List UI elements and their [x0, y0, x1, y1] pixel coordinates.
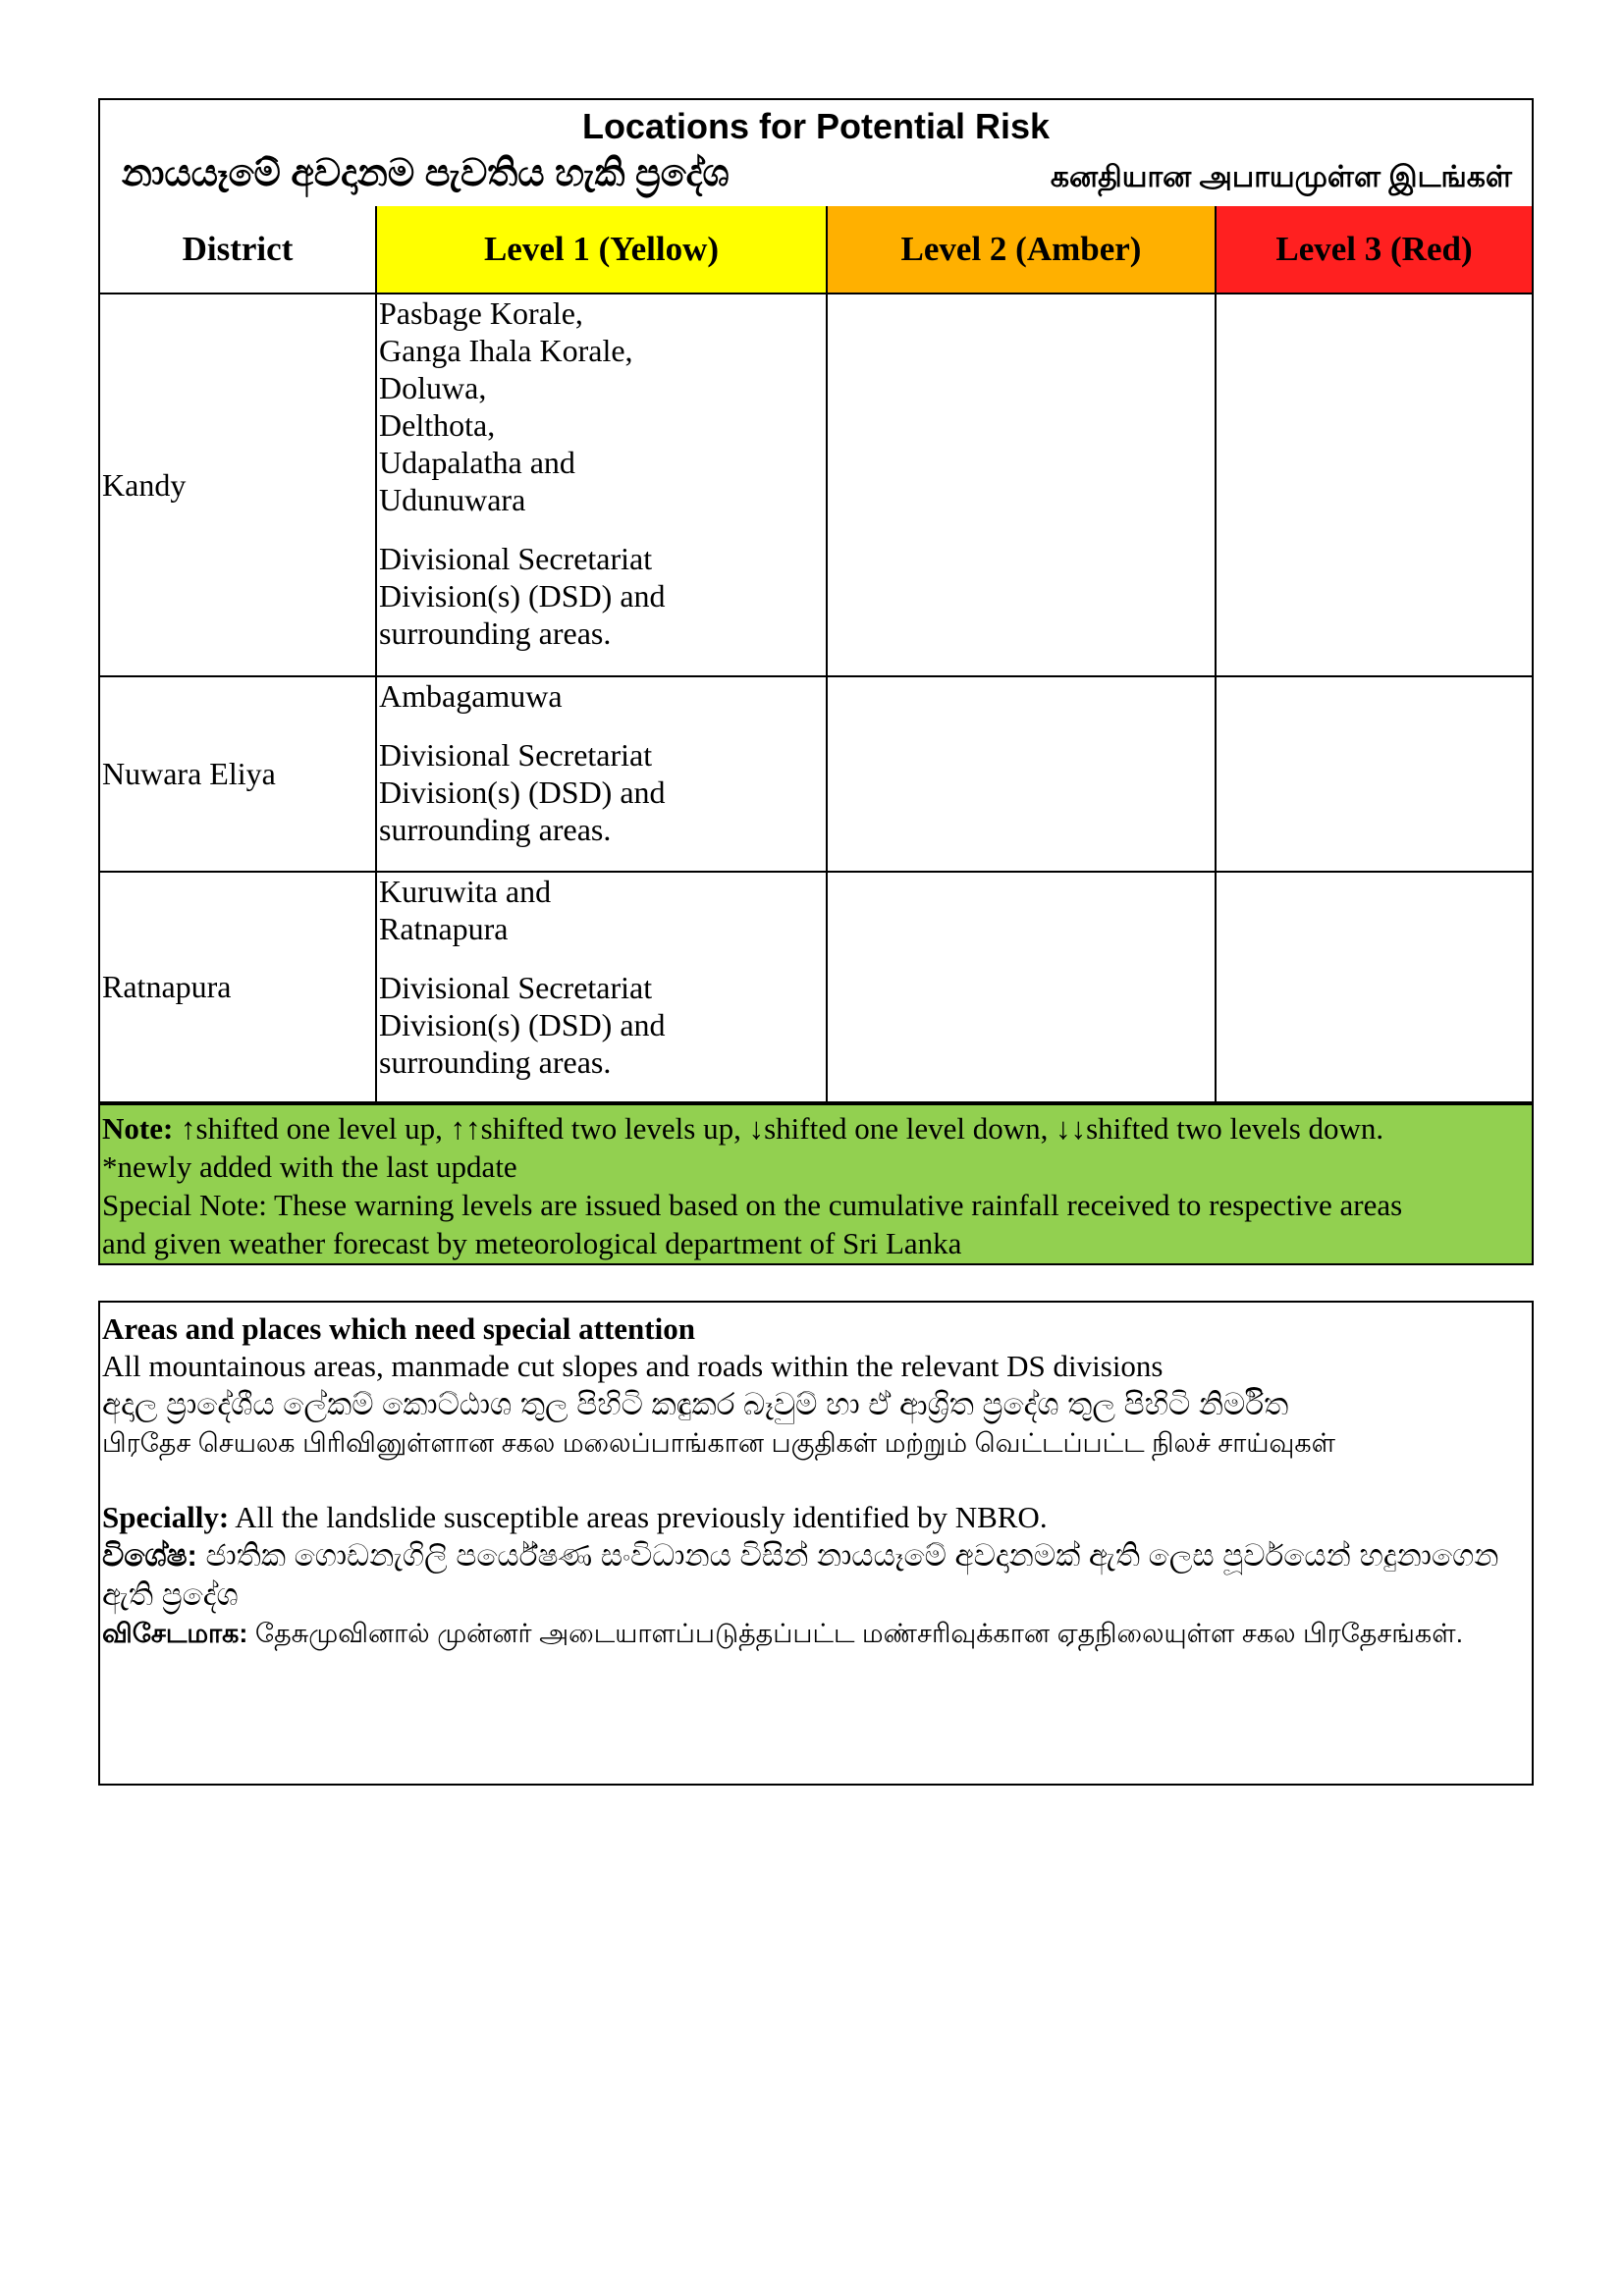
page-title-sinhala: නායයෑමේ අවදානම පැවතිය හැකි ප්‍රදේශ: [122, 153, 730, 194]
level1-cell: [376, 294, 827, 676]
specially-sinhala-line: [102, 1536, 1530, 1615]
specially-sinhala-text: ජාතික ගොඩනැගිලි පර්යේෂණ සංවිධානය විසින් නායයෑමේ අවදානමක් ඇති ලෙස පූර්වයෙන් හදුනාගෙන ඇති ප්‍රදේශ: [102, 1538, 1499, 1612]
dsd-suffix: surrounding areas.: [379, 812, 612, 847]
note-block: [100, 1103, 1532, 1263]
special-note-line1: Special Note: These warning levels are issued based on the cumulative rainfall received to respective areas: [102, 1188, 1403, 1222]
area-name: Doluwa,: [379, 370, 487, 405]
specially-tamil-line: [102, 1615, 1530, 1652]
area-name: Udunuwara: [379, 482, 526, 517]
header-district: District: [100, 206, 376, 294]
level3-cell: [1216, 872, 1532, 1102]
page-title: Locations for Potential Risk: [581, 106, 1051, 146]
table-row: [100, 676, 1532, 872]
note-legend: ↑shifted one level up, ↑↑shifted two levels up, ↓shifted one level down, ↓↓shifted two levels down.: [173, 1111, 1384, 1146]
specially-sinhala-label: විශේෂ:: [102, 1538, 197, 1573]
dsd-suffix: Divisional Secretariat: [379, 970, 653, 1005]
level3-cell: [1216, 294, 1532, 676]
risk-locations-panel: [98, 98, 1534, 1265]
dsd-suffix: Division(s) (DSD) and: [379, 1007, 666, 1042]
dsd-suffix: surrounding areas.: [379, 615, 612, 651]
level2-cell: [827, 676, 1216, 872]
special-attention-panel: [98, 1301, 1534, 1786]
attention-english: All mountainous areas, manmade cut slopes and roads within the relevant DS divisions: [102, 1349, 1164, 1383]
special-note-line2: and given weather forecast by meteorological department of Sri Lanka: [102, 1226, 962, 1260]
area-name: Udapalatha and: [379, 445, 575, 480]
district-cell: Kandy: [100, 294, 376, 676]
header-level1: Level 1 (Yellow): [376, 206, 827, 294]
dsd-suffix: Divisional Secretariat: [379, 541, 653, 576]
dsd-suffix: surrounding areas.: [379, 1044, 612, 1080]
area-name: Delthota,: [379, 407, 496, 443]
title-block: [100, 100, 1532, 208]
dsd-suffix: Divisional Secretariat: [379, 737, 653, 773]
header-level3: Level 3 (Red): [1216, 206, 1532, 294]
note-newly-added: *newly added with the last update: [102, 1149, 517, 1184]
table-row: [100, 872, 1532, 1102]
attention-sinhala: අදාල ප්‍රාදේශීය ලේකම් කොට්ඨාශ තුල පිහිටි කඳුකර බෑවුම් හා ඒ ආශ්‍රිත ප්‍රදේශ තුල පිහිටි නිර්මිත: [102, 1387, 1289, 1421]
district-cell: Nuwara Eliya: [100, 676, 376, 872]
specially-tamil-text: தேசுமுவினால் முன்னர் அடையாளப்படுத்தப்பட்ட மண்சரிவுக்கான ஏதநிலையுள்ள சகல பிரதேசங்கள்.: [247, 1619, 1464, 1648]
level2-cell: [827, 294, 1216, 676]
area-name: Ambagamuwa: [379, 678, 563, 714]
area-name: Ratnapura: [379, 911, 509, 946]
level1-cell: [376, 676, 827, 872]
district-cell: Ratnapura: [100, 872, 376, 1102]
specially-line: [102, 1499, 1530, 1536]
level2-cell: [827, 872, 1216, 1102]
area-name: Pasbage Korale,: [379, 295, 583, 331]
table-row: [100, 294, 1532, 676]
area-name: Ganga Ihala Korale,: [379, 333, 633, 368]
specially-text: All the landslide susceptible areas previously identified by NBRO.: [229, 1500, 1048, 1534]
specially-tamil-label: விசேடமாக:: [102, 1619, 248, 1648]
specially-label: Specially:: [102, 1500, 230, 1534]
dsd-suffix: Division(s) (DSD) and: [379, 774, 666, 810]
level1-cell: [376, 872, 827, 1102]
table-header-row: [100, 206, 1532, 294]
attention-heading: Areas and places which need special attention: [102, 1311, 695, 1346]
dsd-suffix: Division(s) (DSD) and: [379, 578, 666, 614]
header-level2: Level 2 (Amber): [827, 206, 1216, 294]
note-label: Note:: [102, 1111, 174, 1146]
risk-table: [100, 206, 1532, 1103]
page-title-tamil: கனதியான அபாயமுள்ள இடங்கள்: [1050, 161, 1512, 193]
level3-cell: [1216, 676, 1532, 872]
area-name: Kuruwita and: [379, 874, 552, 909]
note-legend-line: [102, 1109, 1530, 1148]
attention-tamil: பிரதேச செயலக பிரிவினுள்ளான சகல மலைப்பாங்கான பகுதிகள் மற்றும் வெட்டப்பட்ட நிலச் சாய்வுகள்: [102, 1428, 1336, 1458]
